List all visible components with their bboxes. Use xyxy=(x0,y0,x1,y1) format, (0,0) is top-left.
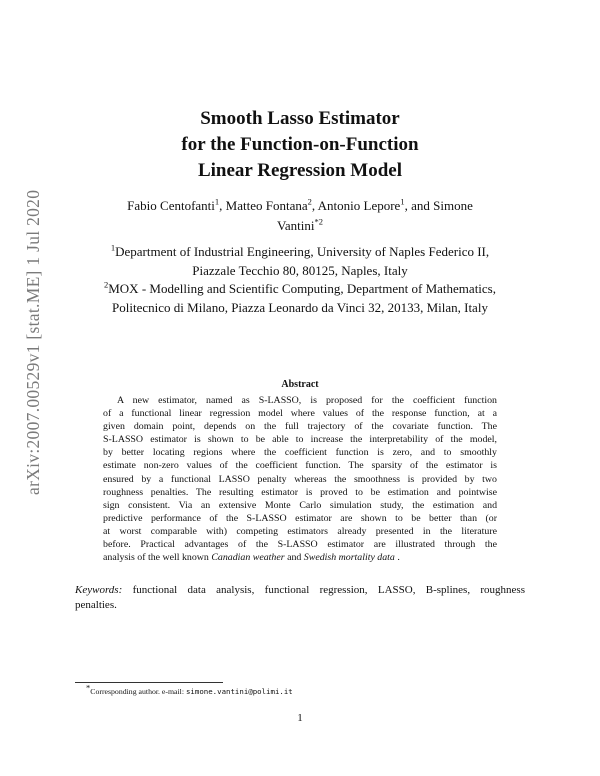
abstract-line: roughness penalties. The resulting estimator is proved to be estimation and pointwise xyxy=(103,486,497,498)
author-list xyxy=(92,196,508,236)
footnote xyxy=(86,682,293,696)
abstract-text: analysis of the well known xyxy=(103,552,212,564)
abstract-line: of a functional linear regression model where values of the response function, at a xyxy=(103,408,497,420)
keywords-line: penalties. xyxy=(75,599,117,611)
affiliation-marker: 2 xyxy=(307,196,312,207)
abstract-body xyxy=(103,394,497,564)
abstract-line: estimate non-zero values of the coefficient function. The sparsity of the estimator is xyxy=(103,460,497,472)
abstract-line: given domain point, depends on the full trajectory of the covariate function. The xyxy=(103,421,497,433)
abstract-text: . xyxy=(394,552,400,564)
affiliation-marker: 1 xyxy=(110,242,116,253)
footnote-rule xyxy=(75,682,223,683)
arxiv-identifier[interactable]: arXiv:2007.00529v1 [stat.ME] 1 Jul 2020 xyxy=(23,189,43,495)
affiliation-line xyxy=(60,243,540,262)
abstract-line: sign consistent. Via an extensive Monte Carlo simulation study, the estimation and xyxy=(103,499,497,511)
affiliations xyxy=(60,243,540,317)
author-line xyxy=(92,196,508,216)
abstract-line: A new estimator, named as S-LASSO, is proposed for the coefficient function xyxy=(117,395,497,406)
affiliation-text: Department of Industrial Engineering, University of Naples Federico II, xyxy=(115,244,490,259)
abstract-text: and xyxy=(284,552,304,564)
author-name: Fabio Centofanti xyxy=(127,198,215,213)
abstract-line: predictive performance of the S-LASSO estimator are shown to be better than (or xyxy=(103,512,497,524)
abstract-line: ensured by a functional LASSO penalty whereas the smoothness is provided by two xyxy=(103,473,497,485)
abstract-line: at worst comparable with) competing estimators already presented in the literature xyxy=(103,525,497,537)
keywords-text: functional data analysis, functional regression, LASSO, B-splines, roughness xyxy=(122,584,525,596)
title-line: for the Function-on-Function xyxy=(181,134,419,155)
affiliation-text: MOX - Modelling and Scientific Computing, Department of Mathematics, xyxy=(108,281,496,296)
footnote-text: Corresponding author. e-mail: xyxy=(90,687,186,696)
paper-title xyxy=(110,106,490,184)
keywords-line xyxy=(75,583,525,598)
page-number: 1 xyxy=(297,712,303,724)
author-name: , Antonio Lepore xyxy=(311,198,401,213)
dataset-name: Canadian weather xyxy=(211,552,285,564)
abstract-line: before. Practical advantages of the S-LASSO estimator are illustrated through the xyxy=(103,539,497,551)
author-name: , and Simone xyxy=(404,198,473,213)
abstract-line: by better locating regions where the coefficient function is zero, and to smoothly xyxy=(103,447,497,459)
affiliation-marker: 1 xyxy=(214,196,220,207)
abstract-line xyxy=(103,551,497,564)
footnote-marker: * xyxy=(86,682,91,693)
affiliation-line: Piazzale Tecchio 80, 80125, Naples, Italy xyxy=(192,262,408,278)
affiliation-line: Politecnico di Milano, Piazza Leonardo da Vinci 32, 20133, Milan, Italy xyxy=(112,299,488,315)
keywords-label: Keywords: xyxy=(75,584,123,596)
footnote-email[interactable]: simone.vantini@polimi.it xyxy=(185,687,293,696)
author-line xyxy=(92,216,508,236)
affiliation-marker: *2 xyxy=(314,216,324,227)
affiliation-line xyxy=(60,280,540,299)
abstract-line: S-LASSO estimator is shown to be able to increase the interpretability of the model, xyxy=(103,434,497,446)
title-line: Linear Regression Model xyxy=(197,160,403,181)
author-name: , Matteo Fontana xyxy=(219,198,308,213)
affiliation-marker: 2 xyxy=(103,279,109,290)
author-name: Vantini xyxy=(276,218,315,233)
dataset-name: Swedish mortality data xyxy=(303,552,395,564)
keywords xyxy=(75,583,525,613)
affiliation-marker: 1 xyxy=(400,196,405,207)
title-line: Smooth Lasso Estimator xyxy=(200,108,400,129)
abstract-heading: Abstract xyxy=(281,379,319,390)
